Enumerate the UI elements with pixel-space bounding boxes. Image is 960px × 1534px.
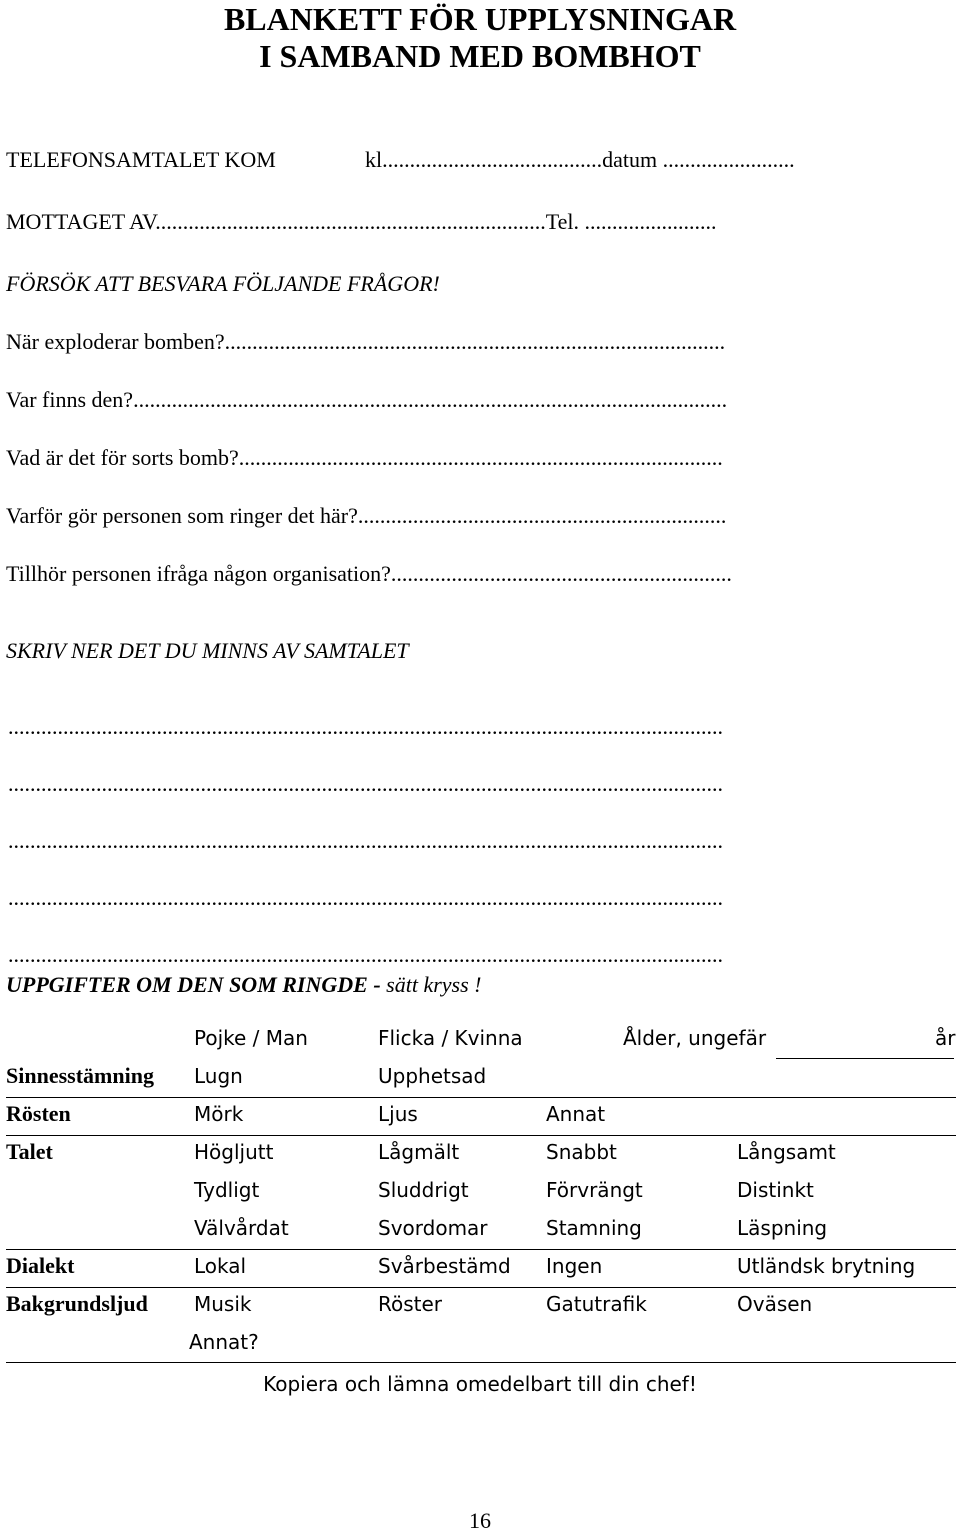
option-tydligt[interactable]: Tydligt xyxy=(194,1178,260,1202)
option-flicka-kvinna[interactable]: Flicka / Kvinna xyxy=(378,1026,523,1050)
table-divider xyxy=(6,1249,956,1250)
age-input-line[interactable] xyxy=(776,1058,954,1059)
questions-heading: FÖRSÖK ATT BESVARA FÖLJANDE FRÅGOR! xyxy=(6,271,440,296)
option-roster[interactable]: Röster xyxy=(378,1292,443,1316)
table-bottom-rule xyxy=(6,1362,956,1363)
option-annat-bakgrund[interactable]: Annat? xyxy=(189,1330,259,1354)
footer-instruction: Kopiera och lämna omedelbart till din chef! xyxy=(263,1372,697,1396)
row-label-bakgrundsljud: Bakgrundsljud xyxy=(6,1291,148,1316)
conversation-line[interactable]: .................................................................................................................................. xyxy=(8,828,723,853)
option-mork[interactable]: Mörk xyxy=(194,1102,244,1126)
option-distinkt[interactable]: Distinkt xyxy=(737,1178,814,1202)
option-upphetsad[interactable]: Upphetsad xyxy=(378,1064,487,1088)
option-pojke-man[interactable]: Pojke / Man xyxy=(194,1026,308,1050)
conversation-line[interactable]: .................................................................................................................................. xyxy=(8,714,723,739)
option-hogljutt[interactable]: Högljutt xyxy=(194,1140,274,1164)
telefon-label: TELEFONSAMTALET KOM xyxy=(6,147,276,172)
question-organisation[interactable]: Tillhör personen ifråga någon organisation?.............................................................. xyxy=(6,561,732,586)
option-lagmalt[interactable]: Lågmält xyxy=(378,1140,460,1164)
age-unit: år xyxy=(935,1026,956,1050)
conversation-line[interactable]: .................................................................................................................................. xyxy=(8,771,723,796)
option-ljus[interactable]: Ljus xyxy=(378,1102,418,1126)
conversation-line[interactable]: .................................................................................................................................. xyxy=(8,885,723,910)
option-forvrangt[interactable]: Förvrängt xyxy=(546,1178,643,1202)
option-sluddrigt[interactable]: Sluddrigt xyxy=(378,1178,469,1202)
page-number: 16 xyxy=(469,1508,491,1533)
row-label-talet: Talet xyxy=(6,1139,53,1164)
table-divider xyxy=(6,1287,956,1288)
option-stamning[interactable]: Stamning xyxy=(546,1216,642,1240)
option-ingen[interactable]: Ingen xyxy=(546,1254,603,1278)
age-label: Ålder, ungefär xyxy=(623,1026,767,1050)
row-label-rosten: Rösten xyxy=(6,1101,71,1126)
option-lokal[interactable]: Lokal xyxy=(194,1254,247,1278)
row-label-sinnesstamning: Sinnesstämning xyxy=(6,1063,154,1088)
mottaget-av-field[interactable]: MOTTAGET AV.......................................................................Tel. ........................ xyxy=(6,209,717,234)
option-lugn[interactable]: Lugn xyxy=(194,1064,243,1088)
option-valvardat[interactable]: Välvårdat xyxy=(194,1216,289,1240)
row-label-dialekt: Dialekt xyxy=(6,1253,75,1278)
option-snabbt[interactable]: Snabbt xyxy=(546,1140,617,1164)
form-title-line1: BLANKETT FÖR UPPLYSNINGAR xyxy=(223,1,737,37)
option-langsamt[interactable]: Långsamt xyxy=(737,1140,836,1164)
table-divider xyxy=(6,1135,956,1136)
question-why[interactable]: Varför gör personen som ringer det här?................................................................... xyxy=(6,503,727,528)
table-divider xyxy=(6,1097,956,1098)
option-gatutrafik[interactable]: Gatutrafik xyxy=(546,1292,647,1316)
option-laspning[interactable]: Läspning xyxy=(737,1216,828,1240)
question-when[interactable]: När exploderar bomben?........................................................................................... xyxy=(6,329,726,354)
caller-heading-instruction: sätt kryss ! xyxy=(386,972,482,997)
form-title-line2: I SAMBAND MED BOMBHOT xyxy=(259,38,701,74)
question-where[interactable]: Var finns den?............................................................................................................ xyxy=(6,387,728,412)
question-type[interactable]: Vad är det för sorts bomb?........................................................................................ xyxy=(6,445,723,470)
option-svarbestamd[interactable]: Svårbestämd xyxy=(378,1254,511,1278)
telefon-time-date-field[interactable]: kl........................................datum ........................ xyxy=(365,147,795,172)
option-annat-rost[interactable]: Annat xyxy=(546,1102,606,1126)
option-musik[interactable]: Musik xyxy=(194,1292,252,1316)
option-utlandsk-brytning[interactable]: Utländsk brytning xyxy=(737,1254,916,1278)
caller-section-heading xyxy=(6,972,481,998)
option-svordomar[interactable]: Svordomar xyxy=(378,1216,488,1240)
caller-heading-main: UPPGIFTER OM DEN SOM RINGDE - xyxy=(6,972,387,997)
conversation-heading: SKRIV NER DET DU MINNS AV SAMTALET xyxy=(6,638,409,663)
conversation-line[interactable]: .................................................................................................................................. xyxy=(8,942,723,967)
option-ovasen[interactable]: Oväsen xyxy=(737,1292,813,1316)
